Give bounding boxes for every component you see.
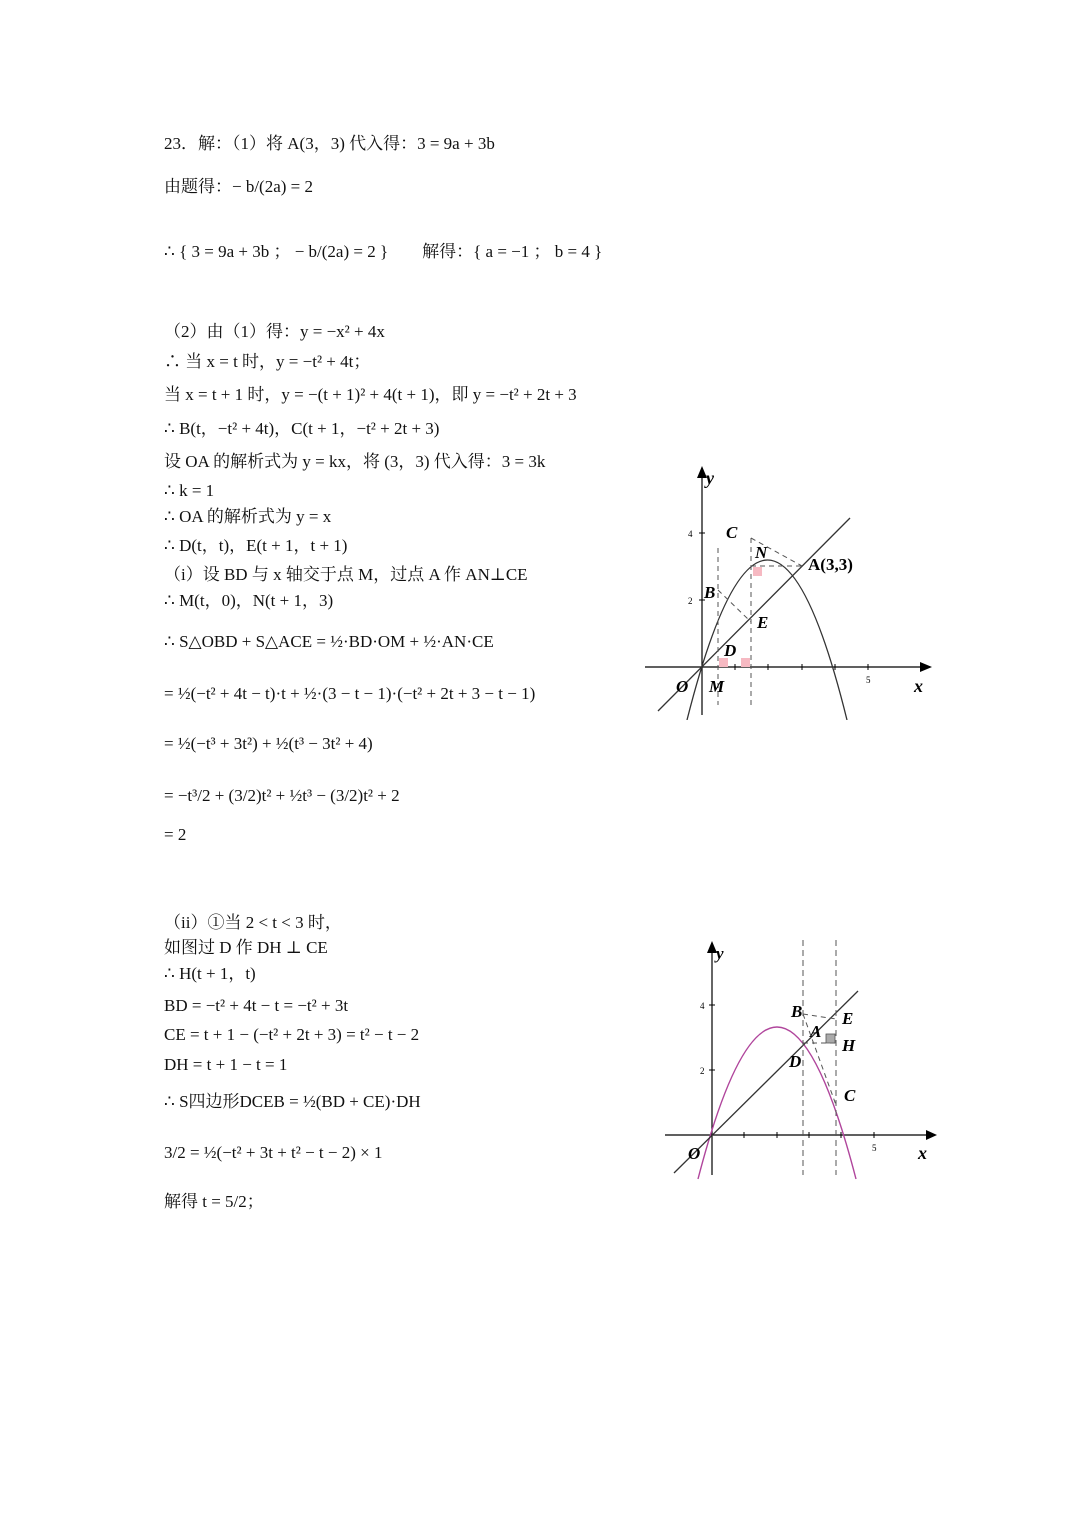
line-3-9: 解得 t = 5/2； xyxy=(164,1192,264,1211)
axis-label-x: x xyxy=(918,1143,927,1163)
line-2-12: = ½(−t² + 4t − t)·t + ½·(3 − t − 1)·(−t² + 2t + 3 − t − 1) xyxy=(164,684,536,703)
label-n: N xyxy=(755,543,768,562)
label-d: D xyxy=(789,1052,802,1071)
label-a: A(3,3) xyxy=(808,555,853,574)
line-2-1: （2）由（1）得：y = −x² + 4x xyxy=(164,322,385,341)
tick-y-4: 4 xyxy=(688,529,693,539)
parabola xyxy=(698,1027,856,1179)
line-2-4: ∴ B(t，−t² + 4t)，C(t + 1，−t² + 2t + 3) xyxy=(164,419,440,438)
line-2-15: = 2 xyxy=(164,825,187,844)
label-c: C xyxy=(726,523,738,542)
label-d: D xyxy=(724,641,737,660)
line-3-1: （ii）①当 2 < t < 3 时， xyxy=(164,913,342,932)
label-c: C xyxy=(844,1086,856,1105)
label-b: B xyxy=(704,583,716,602)
tick-x-5: 5 xyxy=(866,675,871,685)
tick-y-4: 4 xyxy=(700,1001,705,1011)
line-2-10: ∴ M(t，0)，N(t + 1，3) xyxy=(164,591,334,610)
line-3-5: CE = t + 1 − (−t² + 2t + 3) = t² − t − 2 xyxy=(164,1025,420,1044)
axis-label-y: y xyxy=(716,944,724,963)
line-3-6: DH = t + 1 − t = 1 xyxy=(164,1055,288,1074)
line-3-7: ∴ S四边形DCEB = ½(BD + CE)·DH xyxy=(164,1092,421,1111)
line-2-2: ∴ 当 x = t 时，y = −t² + 4t； xyxy=(164,352,371,371)
tick-x-5: 5 xyxy=(872,1143,877,1153)
label-a: A xyxy=(810,1022,822,1041)
axis-label-y: y xyxy=(706,468,714,488)
label-h: H xyxy=(842,1036,856,1055)
label-b: B xyxy=(791,1002,803,1021)
origin-label: O xyxy=(676,677,689,696)
graph-1 xyxy=(640,460,940,720)
origin-label: O xyxy=(688,1144,701,1163)
line-1-3: ∴ { 3 = 9a + 3b ； − b/(2a) = 2 } 解得：{ a = −1 ； b = 4 } xyxy=(164,242,603,261)
line-1-1: 23．解：（1）将 A(3，3) 代入得：3 = 9a + 3b xyxy=(164,134,495,153)
line-2-3: 当 x = t + 1 时，y = −(t + 1)² + 4(t + 1)，即 y = −t² + 2t + 3 xyxy=(164,385,577,404)
line-3-8: 3/2 = ½(−t² + 3t + t² − t − 2) × 1 xyxy=(164,1143,383,1162)
line-2-6: ∴ k = 1 xyxy=(164,481,215,500)
tick-y-2: 2 xyxy=(688,596,693,606)
axis-label-x: x xyxy=(914,676,923,696)
line-3-4: BD = −t² + 4t − t = −t² + 3t xyxy=(164,996,349,1015)
tick-y-2: 2 xyxy=(700,1066,705,1076)
line-2-13: = ½(−t³ + 3t²) + ½(t³ − 3t² + 4) xyxy=(164,734,373,753)
line-2-5: 设 OA 的解析式为 y = kx，将 (3，3) 代入得：3 = 3k xyxy=(164,452,546,471)
graph-2 xyxy=(660,935,945,1180)
x-axis-arrow xyxy=(926,1130,937,1140)
label-e: E xyxy=(757,613,769,632)
label-e: E xyxy=(842,1009,854,1028)
line-2-8: ∴ D(t，t)，E(t + 1，t + 1) xyxy=(164,536,348,555)
x-axis-arrow xyxy=(920,662,932,672)
line-2-9: （i）设 BD 与 x 轴交于点 M，过点 A 作 AN⊥CE xyxy=(164,565,528,584)
line-3-3: ∴ H(t + 1，t) xyxy=(164,964,256,983)
line-2-14: = −t³/2 + (3/2)t² + ½t³ − (3/2)t² + 2 xyxy=(164,786,400,805)
label-m: M xyxy=(709,677,725,696)
line-1-2: 由题得：− b/(2a) = 2 xyxy=(164,177,314,196)
line-3-2: 如图过 D 作 DH ⊥ CE xyxy=(164,938,328,957)
line-2-11: ∴ S△OBD + S△ACE = ½·BD·OM + ½·AN·CE xyxy=(164,632,494,651)
line-2-7: ∴ OA 的解析式为 y = x xyxy=(164,507,332,526)
